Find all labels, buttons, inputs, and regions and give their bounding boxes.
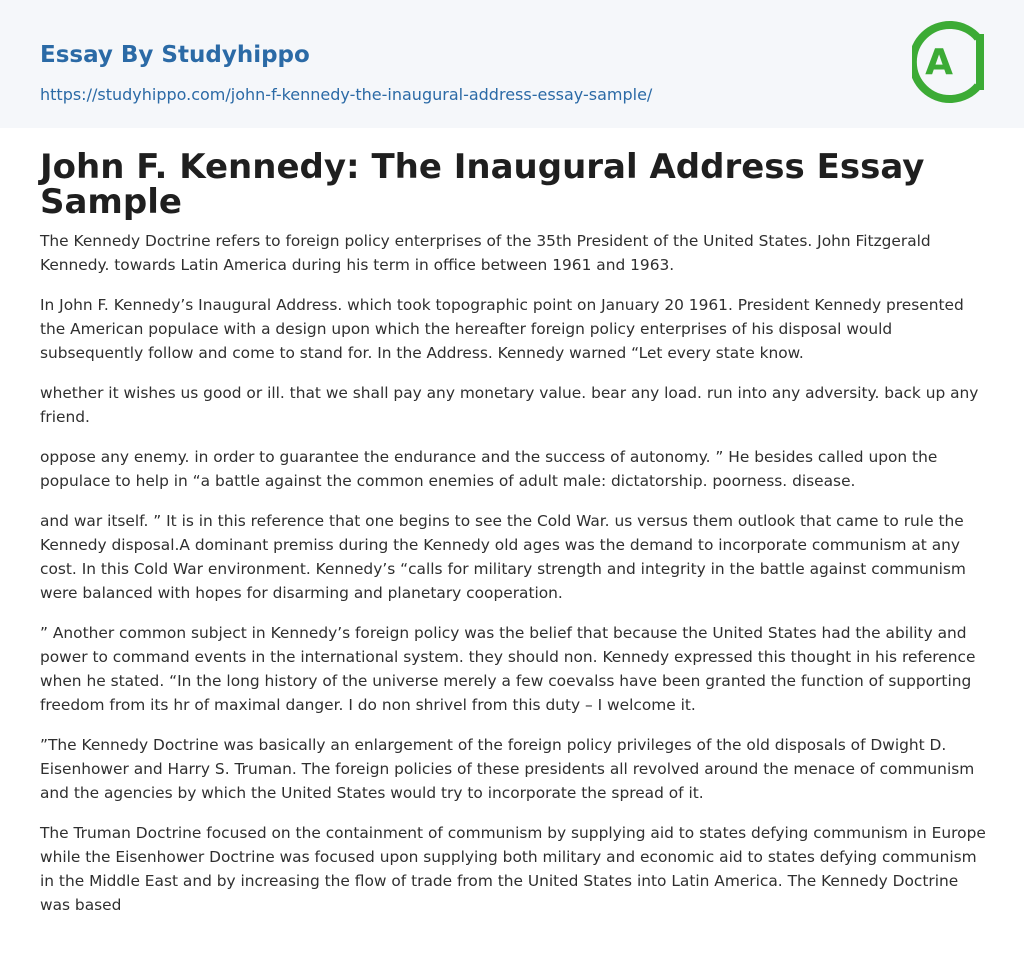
studyhippo-logo-icon[interactable] (912, 18, 988, 106)
site-brand[interactable]: Essay By Studyhippo (40, 42, 310, 68)
article-paragraph: ”The Kennedy Doctrine was basically an enlargement of the foreign policy privileges of the old disposals of Dwight D. Eisenhower and Harry S. Truman. The foreign policies of these presidents all revolved around the menace of communism and the agencies by which the United States would try to incorporate the spread of it. (40, 736, 975, 802)
article-url-link[interactable]: https://studyhippo.com/john-f-kennedy-the-inaugural-address-essay-sample/ (40, 85, 653, 104)
article-paragraph: whether it wishes us good or ill. that we shall pay any monetary value. bear any load. run into any adversity. back up any friend. (40, 384, 979, 426)
article-paragraph: oppose any enemy. in order to guarantee the endurance and the success of autonomy. ” He besides called upon the populace to help in “a battle against the common enemies of adult male: dictatorship. poorness. disease. (40, 448, 938, 490)
article-title: John F. Kennedy: The Inaugural Address Essay Sample (40, 147, 925, 222)
article-paragraph: ” Another common subject in Kennedy’s foreign policy was the belief that because the United States had the ability and power to command events in the international system. they should non. Kennedy expressed this thought in his reference when he stated. “In the long history of the universe merely a few coevalss have been granted the function of supporting freedom from its hr of maximal danger. I do non shrivel from this duty – I welcome it. (40, 624, 976, 714)
article-paragraph: The Kennedy Doctrine refers to foreign policy enterprises of the 35th President of the United States. John Fitzgerald Kennedy. towards Latin America during his term in office between 1961 and 1963. (40, 232, 931, 274)
article-paragraph: In John F. Kennedy’s Inaugural Address. which took topographic point on January 20 1961. President Kennedy presented the American populace with a design upon which the hereafter foreign policy enterprises of his disposal would subsequently follow and come to stand for. In the Address. Kennedy warned “Let every state know. (40, 296, 964, 362)
article-paragraph: The Truman Doctrine focused on the containment of communism by supplying aid to states defying communism in Europe while the Eisenhower Doctrine was focused upon supplying both military and economic aid to states defying communism in the Middle East and by increasing the flow of trade from the United States into Latin America. The Kennedy Doctrine was based (40, 824, 986, 914)
article-paragraph: and war itself. ” It is in this reference that one begins to see the Cold War. us versus them outlook that came to rule the Kennedy disposal.A dominant premiss during the Kennedy old ages was the demand to incorporate communism at any cost. In this Cold War environment. Kennedy’s “calls for military strength and integrity in the battle against communism were balanced with hopes for disarming and planetary cooperation. (40, 512, 966, 602)
article-body (40, 229, 988, 933)
site-header (0, 0, 1024, 128)
logo-letter: A (925, 42, 953, 83)
